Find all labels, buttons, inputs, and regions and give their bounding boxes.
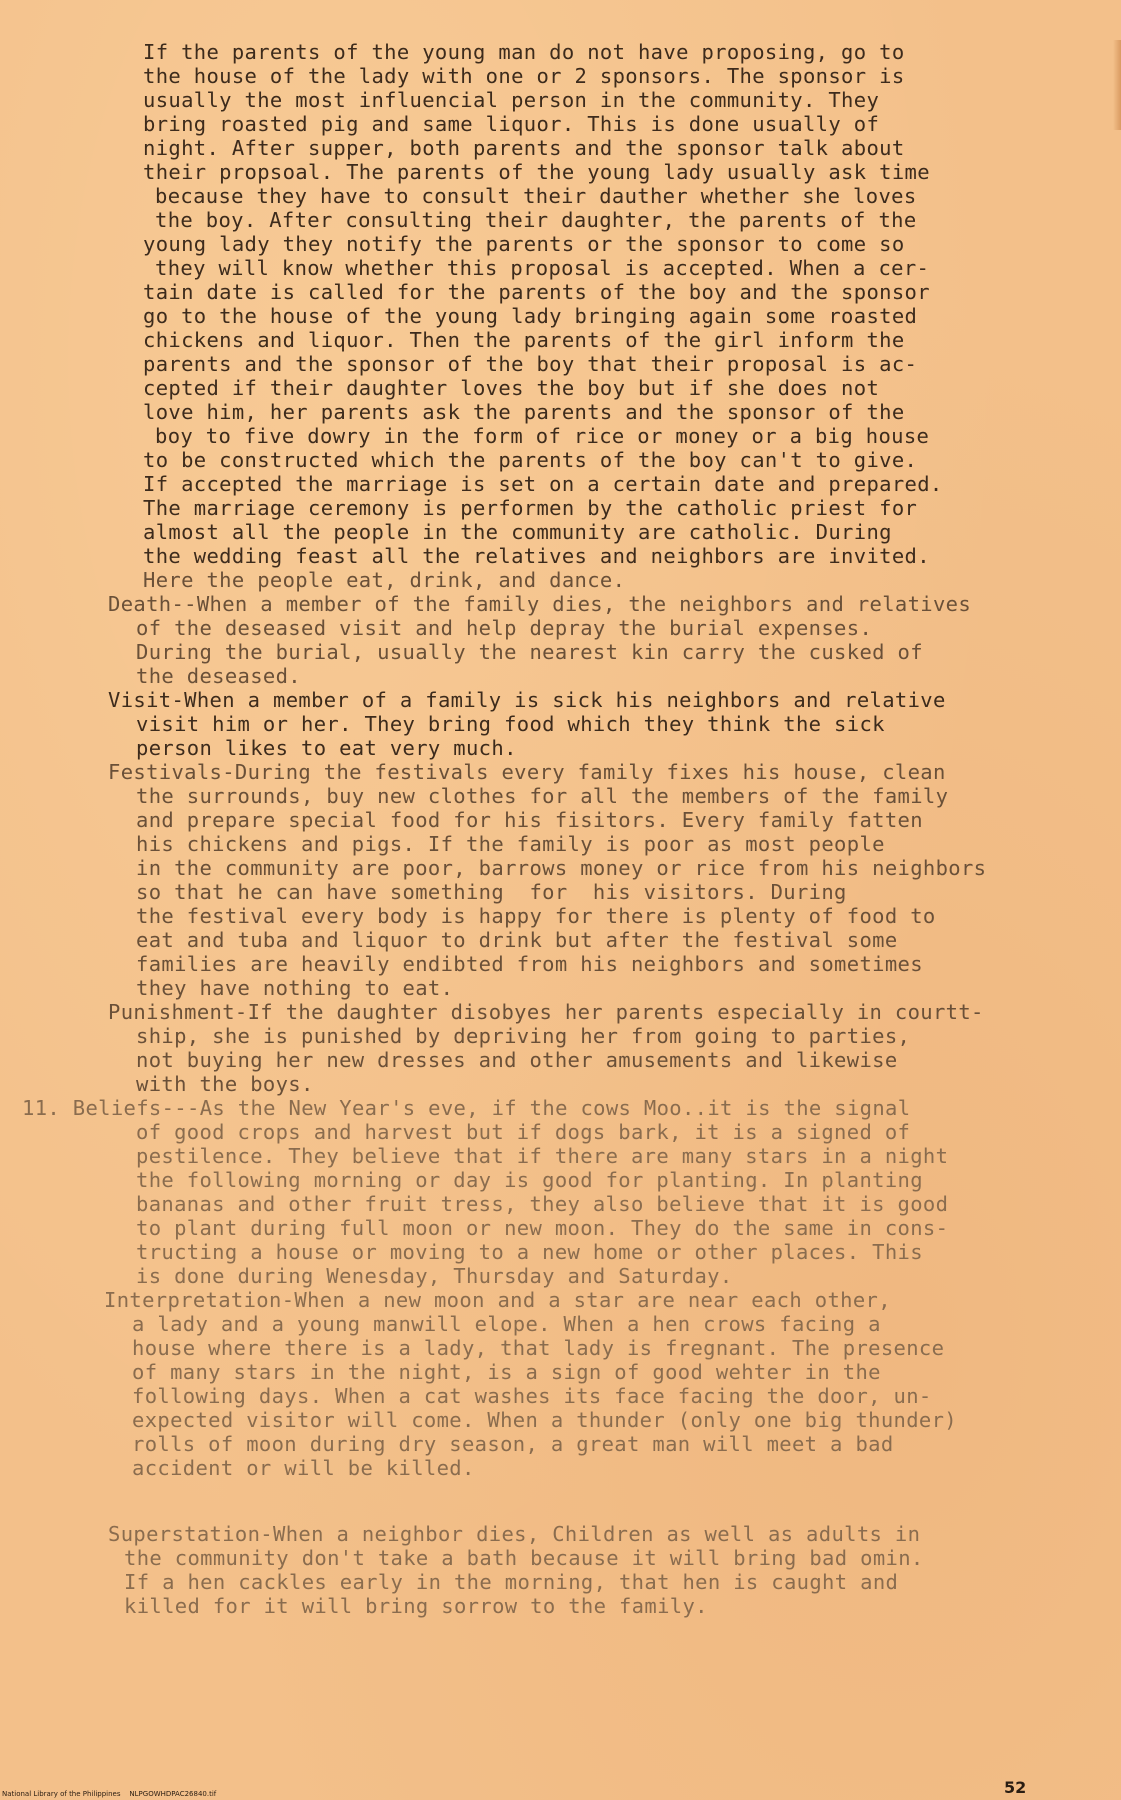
text-line: tain date is called for the parents of the boy and the sponsor [143,280,930,304]
text-line: cepted if their daughter loves the boy but if she does not [143,376,880,400]
text-line: If accepted the marriage is set on a certain date and prepared. [143,472,943,496]
text-line: families are heavily endibted from his neighbors and sometimes [136,952,923,976]
text-line: following days. When a cat washes its face facing the door, un- [132,1384,932,1408]
text-line: visit him or her. They bring food which they think the sick [136,712,885,736]
text-line: bananas and other fruit tress, they also believe that it is good [136,1192,949,1216]
text-line: boy to five dowry in the form of rice or money or a big house [155,424,930,448]
text-line: to plant during full moon or new moon. They do the same in cons- [136,1216,949,1240]
text-line: because they have to consult their dauther whether she loves [155,184,917,208]
text-line: his chickens and pigs. If the family is poor as most people [136,832,885,856]
section-heading-punishment: Punishment-If the daughter disobyes her parents especially in courtt- [108,1000,984,1024]
file-id: NLPGOWHDPAC26840.tif [129,1790,217,1798]
text-line: The marriage ceremony is performen by the catholic priest for [143,496,918,520]
text-line: young lady they notify the parents or the sponsor to come so [143,232,905,256]
library-credit: National Library of the Philippines [2,1790,121,1798]
text-line: If a hen cackles early in the morning, that hen is caught and [124,1570,899,1594]
text-line: usually the most influencial person in the community. They [143,88,880,112]
text-line: the following morning or day is good for planting. In planting [136,1168,923,1192]
text-line: tructing a house or moving to a new home or other places. This [136,1240,923,1264]
text-line: accident or will be killed. [132,1456,475,1480]
text-line: pestilence. They believe that if there are many stars in a night [136,1144,949,1168]
text-line: During the burial, usually the nearest kin carry the cusked of [136,640,923,664]
text-line: chickens and liquor. Then the parents of the girl inform the [143,328,905,352]
text-line: so that he can have something for his visitors. During [136,880,847,904]
text-line: the boy. After consulting their daughter, the parents of the [155,208,917,232]
text-line: they will know whether this proposal is accepted. When a cer- [155,256,930,280]
text-line: eat and tuba and liquor to drink but after the festival some [136,928,898,952]
section-heading-visit: Visit-When a member of a family is sick his neighbors and relative [108,688,946,712]
text-line: go to the house of the young lady bringing again some roasted [143,304,918,328]
text-line: love him, her parents ask the parents and the sponsor of the [143,400,905,424]
text-line: Here the people eat, drink, and dance. [143,568,626,592]
text-line: expected visitor will come. When a thunder (only one big thunder) [132,1408,957,1432]
text-line: a lady and a young manwill elope. When a hen crows facing a [132,1312,881,1336]
text-line: bring roasted pig and same liquor. This is done usually of [143,112,880,136]
text-line: the community don't take a bath because it will bring bad omin. [124,1546,924,1570]
text-line: of the deseased visit and help depray the burial expenses. [136,616,873,640]
text-line: and prepare special food for his fisitors. Every family fatten [136,808,923,832]
section-heading-interpretation: Interpretation-When a new moon and a star are near each other, [104,1288,891,1312]
text-line: If the parents of the young man do not have proposing, go to [143,40,905,64]
text-line: person likes to eat very much. [136,736,517,760]
text-line: the festival every body is happy for there is plenty of food to [136,904,936,928]
section-heading-superstation: Superstation-When a neighbor dies, Children as well as adults in [108,1522,921,1546]
text-line: to be constructed which the parents of the boy can't to give. [143,448,918,472]
text-line: in the community are poor, barrows money or rice from his neighbors [136,856,987,880]
text-line: house where there is a lady, that lady is fregnant. The presence [132,1336,945,1360]
section-heading-festivals: Festivals-During the festivals every family fixes his house, clean [108,760,946,784]
text-line: ship, she is punished by depriving her from going to parties, [136,1024,911,1048]
section-heading-death: Death--When a member of the family dies, the neighbors and relatives [108,592,972,616]
text-line: night. After supper, both parents and the sponsor talk about [143,136,905,160]
text-line: the wedding feast all the relatives and neighbors are invited. [143,544,930,568]
text-line: with the boys. [136,1072,314,1096]
scan-footer [2,1790,216,1798]
text-line: the deseased. [136,664,301,688]
text-line: they have nothing to eat. [136,976,454,1000]
paper-edge-stain [1113,40,1121,130]
section-heading-beliefs: 11. Beliefs---As the New Year's eve, if the cows Moo..it is the signal [22,1096,911,1120]
text-line: parents and the sponsor of the boy that their proposal is ac- [143,352,918,376]
text-line: not buying her new dresses and other amusements and likewise [136,1048,898,1072]
page-number: 52 [1004,1778,1027,1797]
text-line: is done during Wenesday, Thursday and Saturday. [136,1264,733,1288]
text-line: of good crops and harvest but if dogs bark, it is a signed of [136,1120,911,1144]
text-line: rolls of moon during dry season, a great man will meet a bad [132,1432,894,1456]
text-line: killed for it will bring sorrow to the family. [124,1594,708,1618]
text-line: of many stars in the night, is a sign of good wehter in the [132,1360,881,1384]
text-line: the house of the lady with one or 2 sponsors. The sponsor is [143,64,905,88]
text-line: the surrounds, buy new clothes for all the members of the family [136,784,949,808]
text-line: their propsoal. The parents of the young lady usually ask time [143,160,930,184]
text-line: almost all the people in the community are catholic. During [143,520,892,544]
